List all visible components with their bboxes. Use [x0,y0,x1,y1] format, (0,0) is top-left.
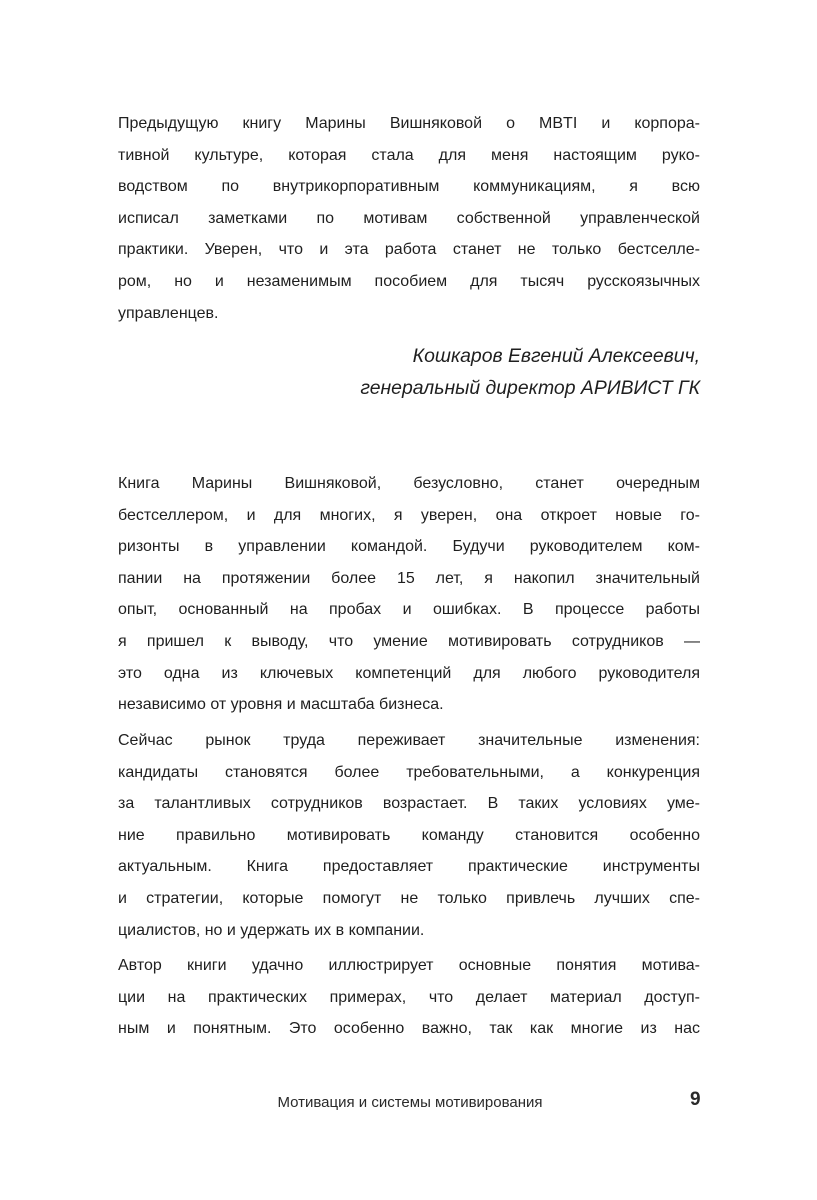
text-line: независимо от уровня и масштаба бизнеса. [118,696,444,714]
text-line: Сейчас рынок труда переживает значительные изменения: [118,732,700,749]
text-line: опыт, основанный на пробах и ошибках. В процессе работы [118,601,700,619]
text-line: ние правильно мотивировать команду становится особенно [118,826,700,844]
text-line: ром, но и незаменимым пособием для тысяч русскоязычных [118,272,700,290]
review-2-paragraph-2 [118,732,700,953]
text-line: за талантливых сотрудников возрастает. В таких условиях уме- [118,795,700,813]
text-line: бестселлером, и для многих, я уверен, она откроет новые го- [118,506,700,524]
text-line: циалистов, но и удержать их в компании. [118,921,425,939]
text-line: это одна из ключевых компетенций для любого руководителя [118,664,700,682]
review-1-signature [118,340,700,404]
text-line: тивной культуре, которая стала для меня настоящим руко- [118,146,700,164]
text-line: пании на протяжении более 15 лет, я накопил значительный [118,569,700,587]
review-2-paragraph-1 [118,475,700,728]
review-2-paragraph-3 [118,957,700,1052]
text-line: водством по внутрикорпоративным коммуникациям, я всю [118,178,700,196]
page-number: 9 [690,1089,701,1110]
text-line: Книга Марины Вишняковой, безусловно, станет очередным [118,475,700,492]
running-footer-title: Мотивация и системы мотивирования [277,1094,543,1111]
text-line: я пришел к выводу, что умение мотивировать сотрудников — [118,632,700,650]
text-line: Автор книги удачно иллюстрирует основные понятия мотива- [118,957,700,974]
text-line: Предыдущую книгу Марины Вишняковой о MBTI и корпора- [118,115,700,132]
text-line: практики. Уверен, что и эта работа станет не только бестселле- [118,241,700,259]
text-line: кандидаты становятся более требовательными, а конкуренция [118,763,700,781]
text-line: ции на практических примерах, что делает материал доступ- [118,988,700,1006]
text-line: ризонты в управлении командой. Будучи руководителем ком- [118,538,700,556]
author-name: Кошкаров Евгений Алексеевич, [412,345,700,367]
text-line: актуальным. Книга предоставляет практические инструменты [118,858,700,876]
text-line: ным и понятным. Это особенно важно, так как многие из нас [118,1020,700,1038]
text-line: исписал заметками по мотивам собственной управленческой [118,209,700,227]
author-position: генеральный директор АРИВИСТ ГК [360,377,700,399]
text-line: управленцев. [118,304,219,322]
review-1-paragraph [118,115,700,336]
text-line: и стратегии, которые помогут не только привлечь лучших спе- [118,889,700,907]
